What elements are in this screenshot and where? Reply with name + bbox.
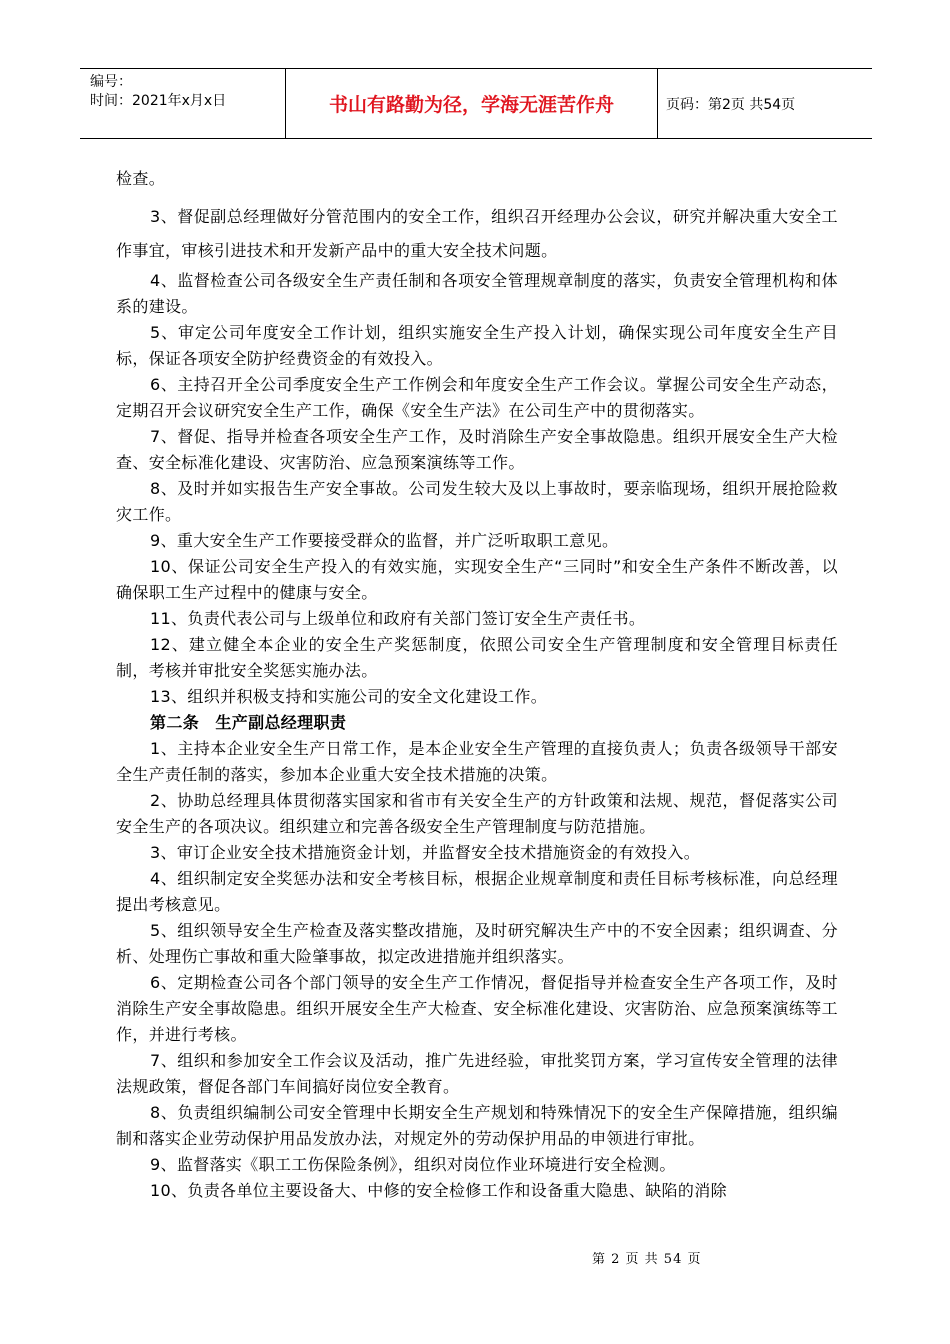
paragraph: 2、协助总经理具体贯彻落实国家和省市有关安全生产的方针政策和法规、规范，督促落实公司安全生产的各项决议。组织建立和完善各级安全生产管理制度与防范措施。 xyxy=(116,791,838,836)
paragraph: 8、及时并如实报告生产安全事故。公司发生较大及以上事故时，要亲临现场，组织开展抢险救灾工作。 xyxy=(116,479,838,524)
paragraph: 4、组织制定安全奖惩办法和安全考核目标，根据企业规章制度和责任目标考核标准，向总经理提出考核意见。 xyxy=(116,869,838,914)
section-heading: 第二条 生产副总经理职责 xyxy=(150,713,347,732)
paragraph: 4、监督检查公司各级安全生产责任制和各项安全管理规章制度的落实，负责安全管理机构和体系的建设。 xyxy=(116,271,838,316)
page-header xyxy=(80,68,872,139)
paragraph: 10、负责各单位主要设备大、中修的安全检修工作和设备重大隐患、缺陷的消除 xyxy=(150,1181,727,1200)
paragraph: 3、审订企业安全技术措施资金计划，并监督安全技术措施资金的有效投入。 xyxy=(150,843,701,862)
page-footer: 第 2 页 共 54 页 xyxy=(592,1252,702,1267)
paragraph: 5、审定公司年度安全工作计划，组织实施安全生产投入计划，确保实现公司年度安全生产目标，保证各项安全防护经费资金的有效投入。 xyxy=(116,323,838,368)
paragraph: 1、主持本企业安全生产日常工作，是本企业安全生产管理的直接负责人；负责各级领导干部安全生产责任制的落实，参加本企业重大安全技术措施的决策。 xyxy=(116,739,838,784)
paragraph: 检查。 xyxy=(116,169,166,188)
paragraph: 9、监督落实《职工工伤保险条例》，组织对岗位作业环境进行安全检测。 xyxy=(150,1155,676,1174)
paragraph: 6、定期检查公司各个部门领导的安全生产工作情况，督促指导并检查安全生产各项工作，及时消除生产安全事故隐患。组织开展安全生产大检查、安全标准化建设、灾害防治、应急预案演练等工作，并进行考核。 xyxy=(116,973,838,1044)
paragraph: 12、建立健全本企业的安全生产奖惩制度，依照公司安全生产管理制度和安全管理目标责任制，考核并审批安全奖惩实施办法。 xyxy=(116,635,838,680)
paragraph: 7、组织和参加安全工作会议及活动，推广先进经验，审批奖罚方案，学习宣传安全管理的法律法规政策，督促各部门车间搞好岗位安全教育。 xyxy=(116,1051,838,1096)
document-body xyxy=(116,166,838,1204)
paragraph: 5、组织领导安全生产检查及落实整改措施，及时研究解决生产中的不安全因素；组织调查、分析、处理伤亡事故和重大险肇事故，拟定改进措施并组织落实。 xyxy=(116,921,838,966)
header-meta xyxy=(80,69,286,138)
header-page-info: 页码：第2页 共54页 xyxy=(666,96,796,113)
paragraph: 8、负责组织编制公司安全管理中长期安全生产规划和特殊情况下的安全生产保障措施，组织编制和落实企业劳动保护用品发放办法，对规定外的劳动保护用品的申领进行审批。 xyxy=(116,1103,838,1148)
paragraph: 6、主持召开全公司季度安全生产工作例会和年度安全生产工作会议。掌握公司安全生产动态，定期召开会议研究安全生产工作，确保《安全生产法》在公司生产中的贯彻落实。 xyxy=(116,375,838,420)
document-time: 时间：2021年x月x日 xyxy=(90,93,227,109)
paragraph: 3、督促副总经理做好分管范围内的安全工作，组织召开经理办公会议，研究并解决重大安全工作事宜，审核引进技术和开发新产品中的重大安全技术问题。 xyxy=(116,207,838,260)
header-motto: 书山有路勤为径，学海无涯苦作舟 xyxy=(286,69,658,138)
paragraph: 7、督促、指导并检查各项安全生产工作，及时消除生产安全事故隐患。组织开展安全生产大检查、安全标准化建设、灾害防治、应急预案演练等工作。 xyxy=(116,427,838,472)
document-number: 编号： xyxy=(90,74,132,90)
paragraph: 13、组织并积极支持和实施公司的安全文化建设工作。 xyxy=(150,687,548,706)
paragraph: 10、保证公司安全生产投入的有效实施，实现安全生产“三同时”和安全生产条件不断改善，以确保职工生产过程中的健康与安全。 xyxy=(116,557,838,602)
paragraph: 9、重大安全生产工作要接受群众的监督，并广泛听取职工意见。 xyxy=(150,531,619,550)
paragraph: 11、负责代表公司与上级单位和政府有关部门签订安全生产责任书。 xyxy=(150,609,646,628)
